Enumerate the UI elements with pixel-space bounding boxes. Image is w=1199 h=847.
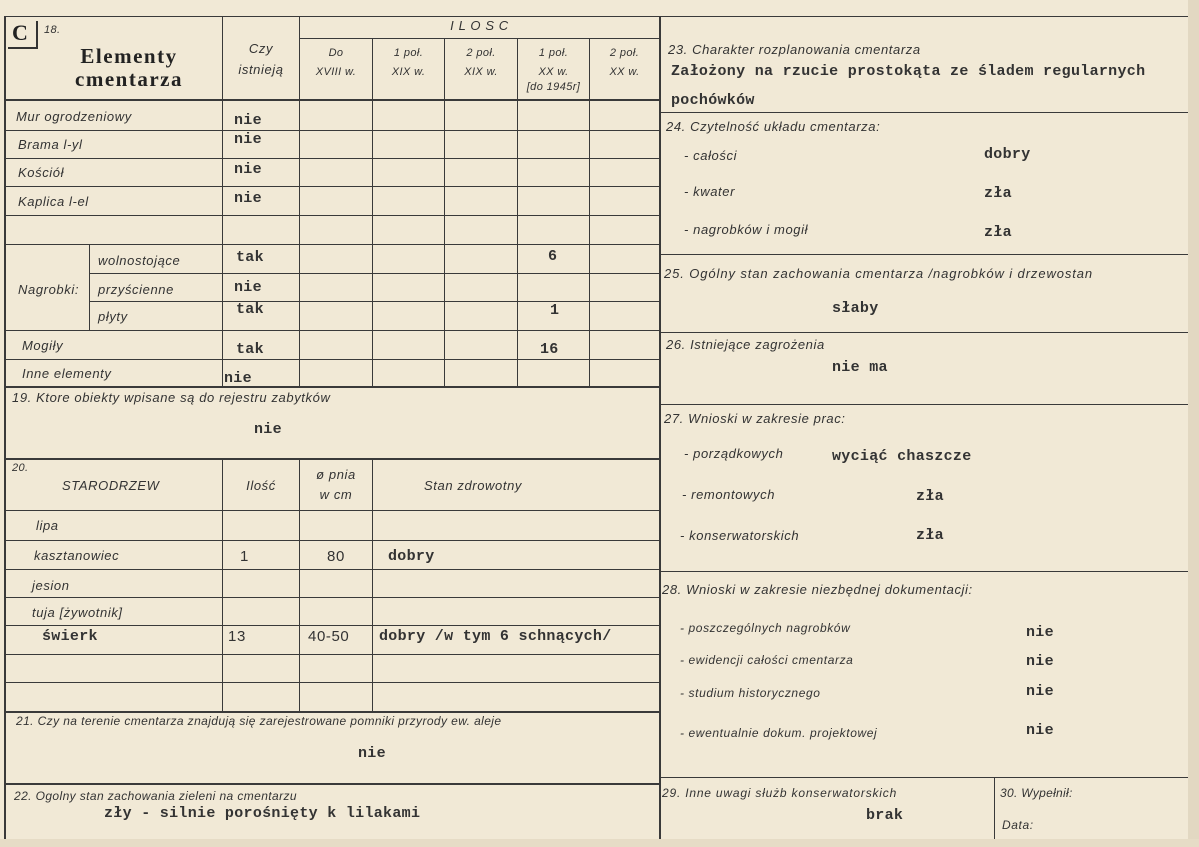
period-4-l3: [do 1945r]	[526, 81, 581, 93]
s29-answer: brak	[866, 807, 904, 824]
row-exists-przysc: nie	[234, 279, 262, 296]
s23-answer-2: pochówków	[671, 92, 755, 109]
tree-name-3: jesion	[32, 578, 70, 593]
s28-item-2-label: - ewidencji całości cmentarza	[680, 653, 854, 667]
s28-question: 28. Wnioski w zakresie niezbędnej dokumentacji:	[662, 582, 973, 597]
s20-title: STARODRZEW	[62, 478, 160, 493]
s28-item-1-label: - poszczególnych nagrobków	[680, 621, 851, 635]
s21-question: 21. Czy na terenie cmentarza znajdują się zarejestrowane pomniki przyrody ew. aleje	[16, 714, 502, 728]
period-5-l1: 2 poł.	[609, 47, 640, 59]
s27-item-2-label: - remontowych	[682, 487, 776, 502]
tree-name-5: świerk	[42, 628, 98, 645]
s21-answer: nie	[358, 745, 386, 762]
row-label-wolno: wolnostojące	[98, 253, 181, 268]
row-exists-brama: nie	[234, 131, 262, 148]
s24-item-1-value: dobry	[984, 146, 1031, 163]
row-exists-wolno: tak	[236, 249, 264, 266]
s28-item-1-value: nie	[1026, 624, 1054, 641]
s20-col-count: Ilość	[246, 478, 276, 493]
s19-question: 19. Ktore obiekty wpisane są do rejestru zabytków	[12, 390, 331, 405]
s30-date-label: Data:	[1002, 818, 1034, 832]
period-5-l2: XX w.	[609, 66, 640, 78]
s24-item-2-value: zła	[984, 185, 1012, 202]
tree-diam-2: 80	[327, 548, 345, 565]
nagrobki-label: Nagrobki:	[18, 282, 80, 297]
s22-answer: zły - silnie porośnięty k lilakami	[104, 805, 421, 822]
s25-question: 25. Ogólny stan zachowania cmentarza /nagrobków i drzewostan	[664, 266, 1094, 281]
row-label-mogily: Mogiły	[22, 338, 64, 353]
period-2-l2: XIX w.	[391, 66, 426, 78]
period-4-l1: 1 poł.	[538, 47, 569, 59]
s28-item-3-label: - studium historycznego	[680, 686, 821, 700]
s28-item-2-value: nie	[1026, 653, 1054, 670]
tree-name-1: lipa	[36, 518, 59, 533]
section-number: 18.	[44, 24, 61, 36]
row-label-kaplica: Kaplica l-el	[18, 194, 89, 209]
left-border	[4, 16, 6, 841]
row-label-mur: Mur ogrodzeniowy	[16, 109, 132, 124]
s26-question: 26. Istniejące zagrożenia	[666, 337, 825, 352]
s24-question: 24. Czytelność układu cmentarza:	[666, 119, 881, 134]
section-title-1: Elementy	[80, 44, 178, 68]
col-ilosc: I L O S C	[450, 18, 509, 33]
s24-item-3-label: - nagrobków i mogił	[684, 222, 809, 237]
tree-state-2: dobry	[388, 548, 435, 565]
s22-question: 22. Ogolny stan zachowania zieleni na cmentarzu	[14, 789, 297, 803]
row-label-brama: Brama l-yl	[18, 137, 83, 152]
s27-item-1-value: wyciąć chaszcze	[832, 448, 972, 465]
section-title-2: cmentarza	[75, 67, 183, 91]
s19-answer: nie	[254, 421, 282, 438]
tree-name-4: tuja [żywotnik]	[32, 605, 123, 620]
s29-question: 29. Inne uwagi służb konserwatorskich	[662, 786, 898, 800]
s24-item-2-label: - kwater	[684, 184, 736, 199]
s28-item-4-label: - ewentualnie dokum. projektowej	[680, 726, 878, 740]
s24-item-1-label: - całości	[684, 148, 738, 163]
row-count-mogily: 16	[540, 341, 559, 358]
s28-item-4-value: nie	[1026, 722, 1054, 739]
period-2-l1: 1 poł.	[393, 47, 424, 59]
col-exists-1: Czy	[248, 41, 274, 56]
s27-question: 27. Wnioski w zakresie prac:	[664, 411, 846, 426]
s20-number: 20.	[12, 462, 29, 474]
section-letter: C	[12, 20, 28, 45]
row-label-kosciol: Kościół	[18, 165, 65, 180]
tree-count-5: 13	[228, 628, 246, 645]
s26-answer: nie ma	[832, 359, 888, 376]
row-count-plyty: 1	[550, 302, 560, 319]
s30-label: 30. Wypełnił:	[1000, 786, 1073, 800]
row-label-przysc: przyścienne	[98, 282, 174, 297]
row-exists-kosciol: nie	[234, 161, 262, 178]
s25-answer: słaby	[832, 300, 879, 317]
s28-item-3-value: nie	[1026, 683, 1054, 700]
row-count-wolno: 6	[548, 248, 558, 265]
tree-diam-5: 40-50	[308, 628, 350, 645]
tree-name-2: kasztanowiec	[34, 548, 120, 563]
s23-answer-1: Założony na rzucie prostokąta ze śladem regularnych	[671, 63, 1146, 80]
col-exists-2: istnieją	[238, 62, 284, 77]
s23-question: 23. Charakter rozplanowania cmentarza	[668, 42, 921, 57]
s20-col-health: Stan zdrowotny	[424, 478, 523, 493]
tree-count-2: 1	[240, 548, 249, 565]
row-exists-inne: nie	[224, 370, 252, 387]
center-divider	[659, 16, 661, 841]
period-4-l2: XX w.	[538, 66, 569, 78]
row-label-plyty: płyty	[98, 309, 128, 324]
row-label-inne: Inne elementy	[22, 366, 112, 381]
s27-item-3-value: zła	[916, 527, 944, 544]
period-1-l2: XVIII w.	[315, 66, 357, 78]
s27-item-3-label: - konserwatorskich	[680, 528, 800, 543]
period-1-l1: Do	[328, 47, 344, 59]
s24-item-3-value: zła	[984, 224, 1012, 241]
tree-state-5: dobry /w tym 6 schnących/	[379, 628, 612, 645]
row-exists-mogily: tak	[236, 341, 264, 358]
row-exists-plyty: tak	[236, 301, 264, 318]
row-exists-mur: nie	[234, 112, 262, 129]
top-border	[4, 16, 1188, 17]
s20-col-diam-1: ø pnia	[316, 467, 356, 482]
s27-item-2-value: zła	[916, 488, 944, 505]
period-3-l2: XIX w.	[464, 66, 498, 78]
s27-item-1-label: - porządkowych	[684, 446, 784, 461]
s20-col-diam-2: w cm	[319, 487, 353, 502]
row-exists-kaplica: nie	[234, 190, 262, 207]
period-3-l1: 2 poł.	[466, 47, 496, 59]
